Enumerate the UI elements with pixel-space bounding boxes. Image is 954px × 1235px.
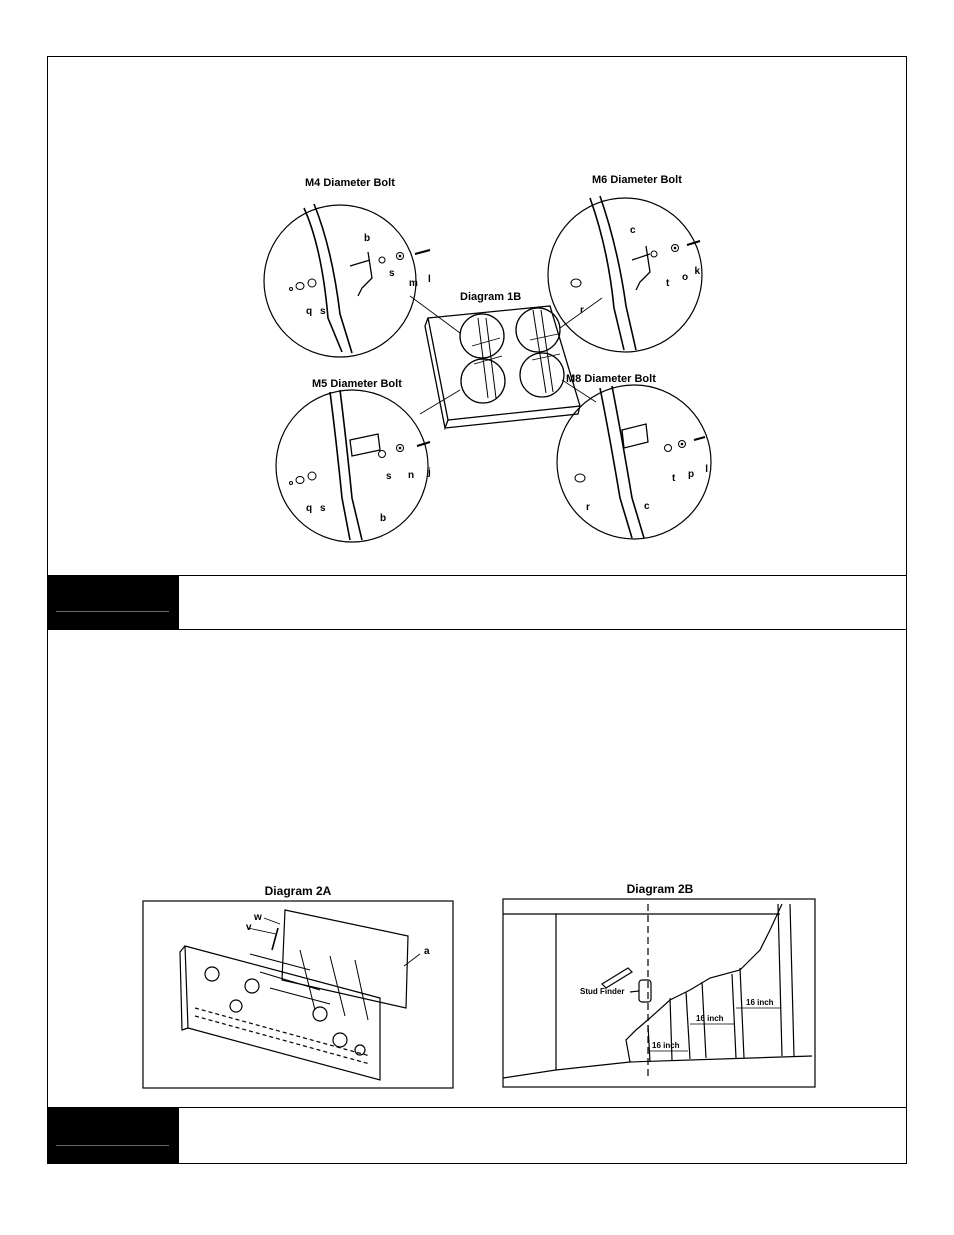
diagram-1b-title: Diagram 1B	[460, 291, 522, 303]
callout-title-m4: M4 Diameter Bolt	[305, 177, 395, 189]
leader-w	[264, 918, 280, 924]
part-label: q	[306, 503, 313, 514]
diagram-2a	[140, 880, 456, 1090]
callout-title-m8: M8 Diameter Bolt	[566, 373, 656, 385]
part-label: b	[380, 513, 387, 524]
part-label: l	[705, 464, 708, 475]
step-tab-1	[48, 576, 179, 629]
part-label-a: a	[424, 946, 430, 957]
part-label-w: w	[254, 912, 262, 923]
part-label: t	[666, 278, 670, 289]
tab-underline	[56, 1145, 169, 1146]
callout-m4	[264, 204, 430, 357]
part-label: l	[428, 274, 431, 285]
leader-v	[248, 928, 276, 934]
part-label: s	[320, 306, 326, 317]
part-label: j	[428, 467, 431, 478]
diagram-2b	[500, 880, 818, 1090]
section-divider	[47, 629, 907, 630]
part-label: r	[586, 502, 590, 513]
wall-plate-drawing	[180, 910, 408, 1080]
part-label: b	[364, 233, 371, 244]
part-label: k	[694, 266, 700, 277]
part-label: q	[306, 306, 313, 317]
leader-a	[404, 954, 420, 966]
part-label-v: v	[246, 922, 252, 933]
wall-drawing	[503, 904, 812, 1080]
callout-title-m5: M5 Diameter Bolt	[312, 378, 402, 390]
tab-underline	[56, 611, 169, 612]
stud-spacing-label: 16 inch	[652, 1041, 680, 1050]
part-label: r	[580, 305, 584, 316]
stud-spacing-label: 16 inch	[696, 1014, 724, 1023]
part-label: c	[644, 501, 650, 512]
step-tab-2	[48, 1108, 179, 1163]
stud-spacing-label: 16 inch	[746, 998, 774, 1007]
part-label: m	[409, 278, 418, 289]
part-label: t	[672, 473, 676, 484]
diagram-1b	[250, 168, 708, 548]
callout-m5	[276, 390, 430, 542]
diagram-2a-title: Diagram 2A	[264, 884, 332, 898]
part-label: c	[630, 225, 636, 236]
part-label: p	[688, 469, 695, 480]
part-label: s	[386, 471, 392, 482]
callout-title-m6: M6 Diameter Bolt	[592, 174, 682, 186]
callout-m6	[548, 196, 702, 352]
stud-finder-label: Stud Finder	[580, 987, 625, 996]
part-label: n	[408, 470, 415, 481]
diagram-2b-title: Diagram 2B	[626, 882, 694, 896]
part-label: o	[682, 272, 689, 283]
part-label: s	[389, 268, 395, 279]
part-label: s	[320, 503, 326, 514]
